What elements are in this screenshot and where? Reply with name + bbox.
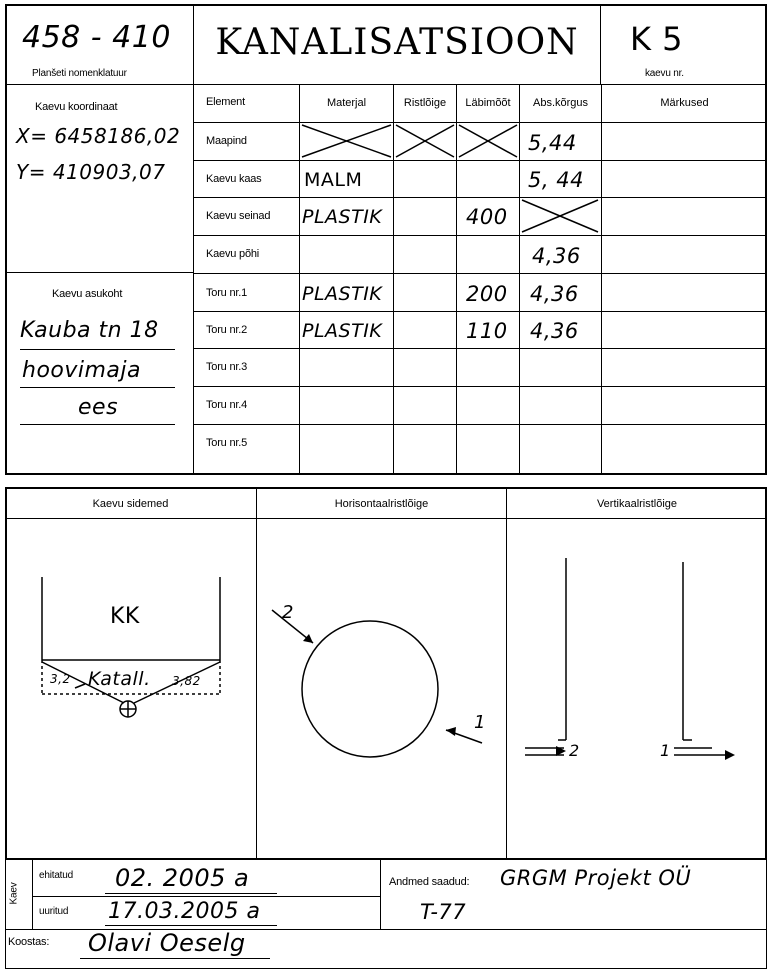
footer-top-line [5,859,767,860]
sketch-katall-label: Katall. [88,668,151,690]
footer-left-edge [5,859,6,969]
coordinate-y: Y= 410903,07 [16,160,166,184]
surveyed-label: uuritud [39,906,69,917]
author-value: Olavi Oeselg [88,929,246,957]
table-cell-element: Kaevu põhi [206,248,260,260]
page-title: KANALISATSIOON [215,22,579,63]
author-underline [80,958,270,959]
footer-side-label: Kaev [8,882,20,905]
sketch-pipe-2-label: 2 [282,602,294,623]
location-line-2: hoovimaja [22,358,142,383]
table-header-markused: Märkused [660,97,709,109]
table-cell-labimoot: 110 [466,319,508,343]
table-cell-element: Toru nr.2 [206,324,248,336]
location-label: Kaevu asukoht [52,288,123,300]
well-number-label: kaevu nr. [645,68,684,79]
coordinate-x: X= 6458186,02 [16,124,181,148]
table-cell-element: Maapind [206,135,247,147]
table-cell-element: Toru nr.5 [206,437,248,449]
table-cell-materjal: PLASTIK [302,283,383,305]
table-cell-element: Toru nr.4 [206,399,248,411]
surveyed-underline [105,925,277,926]
nomenclature-value: 458 - 410 [22,20,171,55]
location-line-3: ees [78,395,119,420]
table-cell-materjal: PLASTIK [302,206,383,228]
footer-mid-divider [380,859,381,929]
surveyed-value: 17.03.2005 a [108,899,261,924]
table-cell-materjal: PLASTIK [302,320,383,342]
table-cell-abs: 4,36 [530,282,579,306]
table-cell-abs: 5, 44 [528,168,584,192]
nomenclature-label: Planšeti nomenklatuur [32,68,127,79]
table-cell-abs: 5,44 [528,131,577,155]
table-cell-element: Toru nr.1 [206,287,248,299]
location-line-1: Kauba tn 18 [20,318,159,343]
table-cell-element: Kaevu seinad [206,210,271,222]
table-cell-element: Kaevu kaas [206,173,262,185]
table-cell-labimoot: 200 [466,282,508,306]
sketch-vert-1-label: 1 [660,741,671,760]
table-cell-labimoot: 400 [466,205,508,229]
table-header-element: Element [206,96,245,108]
table-header-labimoot: Läbimõõt [465,97,511,109]
coordinates-label: Kaevu koordinaat [35,101,118,113]
table-header-ristloige: Ristlõige [403,97,447,109]
table-cell-materjal: MALM [304,169,363,191]
built-underline [105,893,277,894]
built-label: ehitatud [39,870,73,881]
data-from-value: GRGM Projekt OÜ [500,866,692,890]
table-cell-element: Toru nr.3 [206,361,248,373]
sketch-title-vertical: Vertikaalristlõige [596,498,678,510]
sketch-right-slope: 3,82 [172,674,201,688]
data-from-label: Andmed saadud: [389,876,470,888]
table-cell-abs: 4,36 [532,244,581,268]
data-from-code: T-77 [420,900,467,924]
footer-bottom-line [5,968,767,969]
built-value: 02. 2005 a [115,864,250,892]
sketch-kk-label: KK [110,604,140,629]
footer-right-edge [766,859,767,969]
sketch-title-horizontal: Horisontaalristlõige [334,498,429,510]
table-header-abs: Abs.kõrgus [532,97,589,109]
table-cell-abs: 4,36 [530,319,579,343]
sketch-title-connections: Kaevu sidemed [92,498,169,510]
sketch-left-slope: 3,2 [50,672,71,686]
table-header-materjal: Materjal [326,97,367,109]
footer-side-divider [32,859,33,929]
well-number-value: K 5 [630,20,684,58]
sketch-vert-2-label: 2 [569,741,580,760]
sketch-pipe-1-label: 1 [474,712,486,733]
author-label: Koostas: [8,936,50,948]
footer-row-line [32,896,380,897]
